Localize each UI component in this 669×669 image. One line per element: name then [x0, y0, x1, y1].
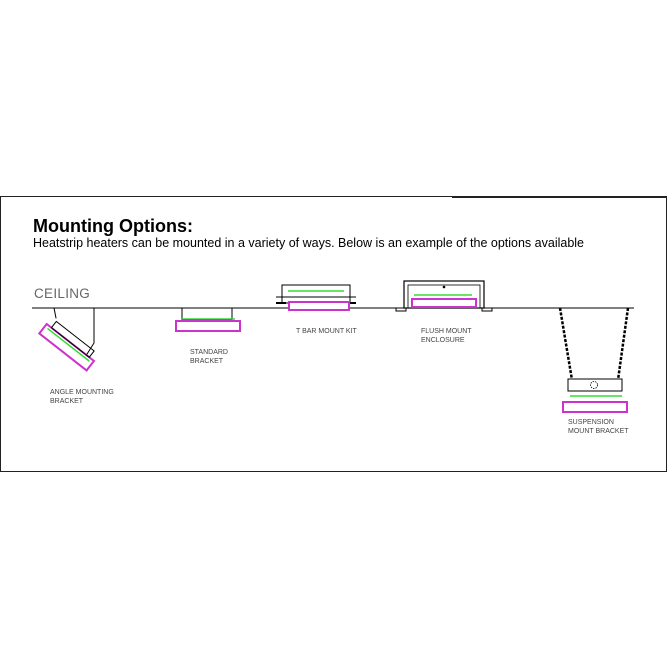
standard-bracket-label [190, 349, 228, 366]
t-bar-mount-label [296, 328, 357, 337]
standard-bracket-label-line2: BRACKET [190, 357, 224, 365]
standard-bracket-heater [176, 308, 240, 331]
ceiling-label: CEILING [34, 286, 91, 301]
angle-mount-label-line2: BRACKET [50, 397, 84, 405]
t-bar-mount-heater [276, 285, 356, 310]
flush-mount-label-line2: ENCLOSURE [421, 336, 465, 344]
flush-mount-heater [396, 281, 492, 311]
suspension-mount-label-line2: MOUNT BRACKET [568, 427, 629, 435]
angle-mount-heater [39, 308, 99, 370]
angle-mount-label [50, 389, 114, 406]
t-bar-mount-label-line1: T BAR MOUNT KIT [296, 328, 357, 335]
standard-bracket-label-line1: STANDARD [190, 349, 228, 356]
suspension-mount-label [568, 419, 629, 436]
page-title: Mounting Options: [33, 216, 193, 236]
page-subtitle: Heatstrip heaters can be mounted in a variety of ways. Below is an example of the options available [33, 236, 585, 250]
suspension-mount-label-line1: SUSPENSION [568, 419, 614, 426]
angle-mount-label-line1: ANGLE MOUNTING [50, 389, 114, 396]
flush-mount-label [421, 328, 472, 345]
suspension-mount-heater [560, 308, 628, 412]
flush-mount-label-line1: FLUSH MOUNT [421, 328, 472, 335]
